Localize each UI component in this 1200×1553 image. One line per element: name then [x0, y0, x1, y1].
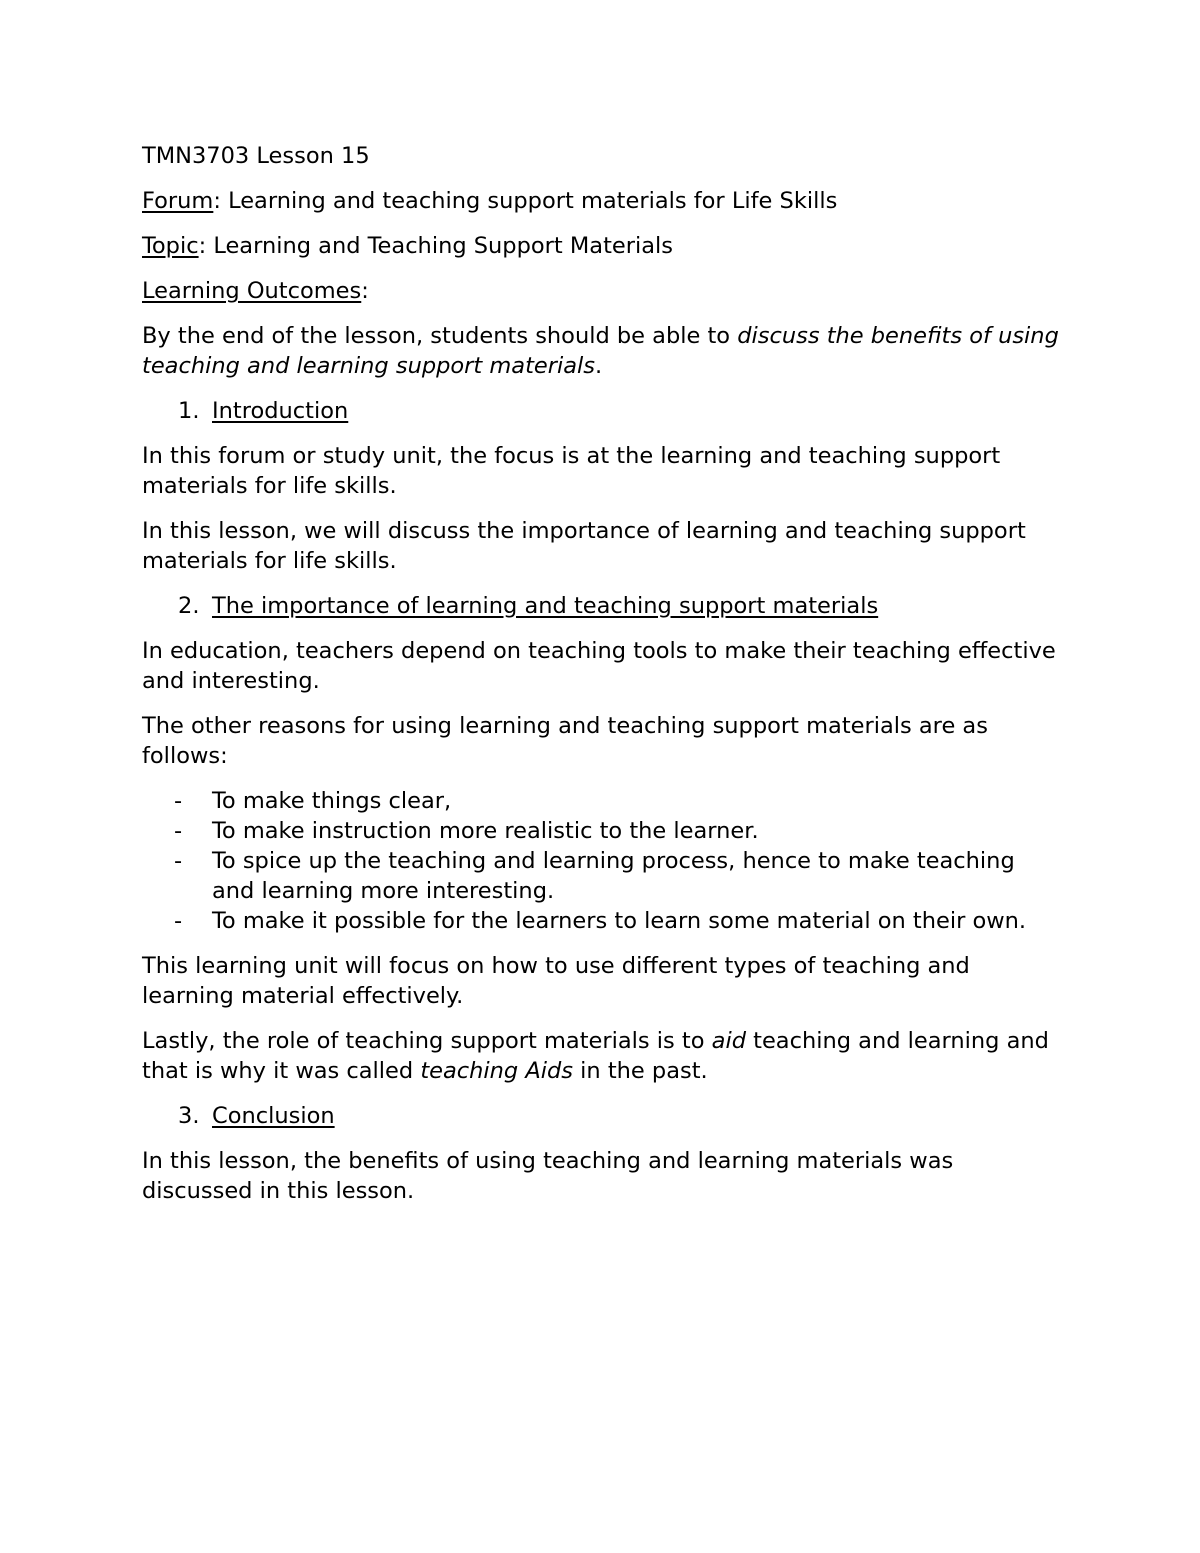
section-title: The importance of learning and teaching support materials	[212, 593, 879, 619]
section-title: Introduction	[212, 398, 349, 424]
outcomes-heading: Learning Outcomes:	[142, 278, 369, 304]
section-number: 1.	[178, 398, 200, 424]
outcomes-paragraph: By the end of the lesson, students should be able to discuss the benefits of using teaching and learning support materials.	[142, 323, 1059, 379]
outcomes-label: Learning Outcomes	[142, 278, 362, 304]
reasons-list	[142, 786, 1062, 936]
forum-label: Forum	[142, 188, 214, 214]
paragraph: In this lesson, the benefits of using teaching and learning materials was discussed in this lesson.	[142, 1148, 954, 1204]
paragraph: This learning unit will focus on how to use different types of teaching and learning material effectively.	[142, 953, 970, 1009]
forum-line	[142, 186, 1062, 216]
paragraph: The other reasons for using learning and teaching support materials are as follows:	[142, 713, 988, 769]
dash-bullet: -	[174, 788, 183, 814]
document-title: TMN3703 Lesson 15	[142, 143, 370, 169]
section-number: 2.	[178, 593, 200, 619]
dash-bullet: -	[174, 908, 183, 934]
paragraph: In this forum or study unit, the focus is at the learning and teaching support materials for life skills.	[142, 443, 1001, 499]
topic-value: : Learning and Teaching Support Materials	[198, 233, 673, 259]
list-item: - To spice up the teaching and learning process, hence to make teaching and learning more interesting.	[174, 848, 1015, 904]
teaching-aids-emphasis: teaching Aids	[420, 1058, 574, 1084]
topic-label: Topic	[142, 233, 199, 259]
paragraph: In this lesson, we will discuss the importance of learning and teaching support materials for life skills.	[142, 518, 1026, 574]
aid-emphasis: aid	[711, 1028, 746, 1054]
dash-bullet: -	[174, 818, 183, 844]
dash-bullet: -	[174, 848, 183, 874]
topic-line	[142, 231, 1062, 261]
forum-value: : Learning and teaching support materials for Life Skills	[213, 188, 838, 214]
section-title: Conclusion	[212, 1103, 335, 1129]
list-item: - To make it possible for the learners to learn some material on their own.	[174, 908, 1027, 934]
section-heading-introduction	[142, 396, 1062, 426]
list-item: - To make instruction more realistic to the learner.	[174, 818, 759, 844]
lastly-paragraph: Lastly, the role of teaching support materials is to aid teaching and learning and that is why it was called teaching Aids in the past.	[142, 1028, 1049, 1084]
paragraph: In education, teachers depend on teaching tools to make their teaching effective and interesting.	[142, 638, 1056, 694]
outcomes-emphasis: discuss the benefits of using teaching and learning support materials	[142, 323, 1059, 379]
section-heading-conclusion	[142, 1101, 1062, 1131]
section-number: 3.	[178, 1103, 200, 1129]
list-item: - To make things clear,	[174, 788, 452, 814]
section-heading-importance	[142, 591, 1062, 621]
document-page	[142, 141, 1062, 1221]
